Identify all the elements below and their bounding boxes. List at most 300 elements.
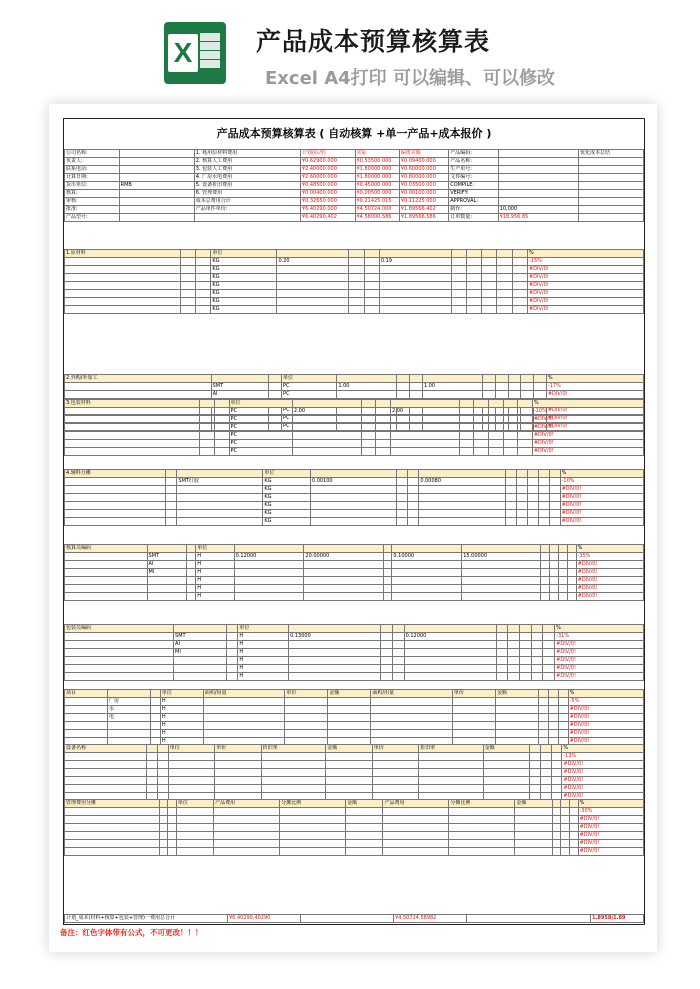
section-cell	[497, 282, 512, 290]
section-cell: #DIV/0!	[562, 777, 644, 785]
section-cell: 单价	[285, 690, 328, 698]
section-cell: H	[238, 673, 289, 681]
section-cell	[147, 753, 158, 761]
section-cell: SMT	[174, 633, 227, 641]
section-cell	[459, 400, 474, 408]
section-cell	[497, 266, 512, 274]
section-cell	[147, 769, 158, 777]
section-cell: KG	[211, 306, 277, 314]
section-cell	[168, 777, 215, 785]
section-cell	[527, 478, 538, 486]
info-cell	[119, 206, 194, 214]
section-cell	[310, 486, 397, 494]
section-cell	[512, 306, 527, 314]
section-cell	[361, 440, 376, 448]
section-cell	[166, 510, 177, 518]
section-cell	[404, 665, 496, 673]
section-cell	[361, 448, 376, 456]
section-cell: 单位	[211, 250, 277, 258]
info-cell: 产品编码:	[449, 150, 498, 158]
section-cell	[147, 585, 187, 593]
section-cell	[452, 706, 495, 714]
section-cell	[203, 698, 285, 706]
section-cell: %	[576, 545, 643, 553]
section-cell: #DIV/0!	[578, 832, 644, 840]
section-cell	[419, 518, 506, 526]
section-cell: 20.00000	[304, 553, 383, 561]
section-cell	[503, 400, 518, 408]
section-cell: -10%	[532, 408, 643, 416]
info-cell: ¥2.40000.000	[300, 166, 355, 174]
section-cell	[550, 577, 559, 585]
info-row	[65, 150, 644, 158]
info-cell: 货币单位:	[65, 182, 120, 190]
info-cell: 计划(标准)	[300, 150, 355, 158]
section-cell	[261, 769, 325, 777]
section-cell	[569, 808, 578, 816]
section-cell	[166, 502, 177, 510]
section-cell	[452, 698, 495, 706]
section-cell	[419, 486, 506, 494]
section-cell	[552, 800, 561, 808]
section-cell	[304, 593, 383, 601]
section-cell: 单位	[229, 400, 292, 408]
section-cell	[65, 561, 148, 569]
section-cell	[200, 424, 215, 432]
section-cell	[482, 258, 497, 266]
info-cell: 产品型号:	[65, 214, 120, 222]
section-cell	[508, 391, 521, 399]
section-cell	[277, 298, 349, 306]
section-cell	[408, 502, 419, 510]
section-cell	[65, 391, 212, 399]
info-cell	[119, 174, 194, 182]
section-cell	[541, 553, 550, 561]
section-cell	[543, 649, 555, 657]
section-cell	[285, 722, 328, 730]
section-cell	[419, 777, 483, 785]
section-cell	[203, 722, 285, 730]
section-cell	[196, 258, 211, 266]
info-cell: ¥0.48500.000	[300, 182, 355, 190]
section-cell	[383, 569, 392, 577]
section-cell	[392, 593, 462, 601]
section-cell: H	[160, 730, 203, 738]
section-cell	[304, 545, 383, 553]
section-cell	[65, 274, 181, 282]
section-cell	[549, 510, 560, 518]
info-cell: 审核:	[65, 198, 120, 206]
section-cell	[497, 298, 512, 306]
section-cell	[383, 585, 392, 593]
section-cell	[496, 665, 508, 673]
info-cell	[498, 150, 578, 158]
section-cell: 1.00	[337, 383, 397, 391]
section-cell	[558, 585, 567, 593]
section-cell	[474, 448, 489, 456]
section-cell	[534, 391, 547, 399]
section-cell	[561, 832, 570, 840]
section-cell: %	[568, 690, 643, 698]
info-cell: ¥6.40290,402	[300, 214, 355, 222]
section-cell: %	[546, 375, 643, 383]
section-cell	[261, 777, 325, 785]
cost-section	[64, 744, 644, 801]
section-cell	[474, 408, 489, 416]
section-cell	[540, 745, 551, 753]
info-cell: ¥0.45000.000	[355, 182, 399, 190]
section-cell	[203, 706, 285, 714]
section-cell	[364, 306, 379, 314]
section-cell	[304, 585, 383, 593]
section-cell	[361, 432, 376, 440]
section-cell: #DIV/0!	[532, 432, 643, 440]
section-cell	[549, 518, 560, 526]
section-cell	[379, 298, 451, 306]
section-cell	[543, 641, 555, 649]
section-cell: #DIV/0!	[555, 641, 644, 649]
section-cell	[495, 722, 538, 730]
section-cell	[531, 673, 543, 681]
section-cell	[419, 785, 483, 793]
section-cell	[379, 250, 451, 258]
section-cell: KG	[263, 502, 311, 510]
section-cell	[280, 832, 346, 840]
section-cell	[215, 769, 262, 777]
section-cell: H	[160, 738, 203, 746]
info-cell: ¥0.60000.000	[399, 166, 448, 174]
section-cell	[462, 577, 541, 585]
section-cell	[558, 706, 568, 714]
section-cell: 分摊比例	[280, 800, 346, 808]
section-cell	[211, 375, 269, 383]
section-cell	[419, 470, 506, 478]
info-cell: ¥0.21425.015	[355, 198, 399, 206]
section-cell	[349, 282, 364, 290]
section-cell	[558, 545, 567, 553]
section-cell	[505, 502, 516, 510]
section-cell	[558, 722, 568, 730]
section-cell	[419, 753, 483, 761]
section-cell	[177, 494, 263, 502]
section-cell	[551, 761, 562, 769]
section-cell	[176, 808, 213, 816]
section-cell	[543, 657, 555, 665]
section-cell	[567, 577, 576, 585]
section-cell	[516, 486, 527, 494]
section-cell: 2.00	[292, 408, 361, 416]
section-cell	[65, 698, 108, 706]
section-cell: #DIV/0!	[555, 665, 644, 673]
section-cell	[515, 832, 552, 840]
section-cell: #DIV/0!	[560, 486, 643, 494]
info-cell	[498, 198, 578, 206]
section-cell	[261, 753, 325, 761]
section-cell	[419, 769, 483, 777]
section-cell: 金额	[328, 690, 371, 698]
section-cell	[226, 665, 238, 673]
section-cell	[569, 832, 578, 840]
section-cell	[376, 408, 391, 416]
section-cell: #DIV/0!	[576, 577, 643, 585]
section-cell	[404, 657, 496, 665]
section-cell: SMT	[211, 383, 269, 391]
section-cell	[226, 633, 238, 641]
section-cell	[397, 478, 408, 486]
section-cell	[541, 577, 550, 585]
section-cell	[508, 665, 520, 673]
info-cell	[579, 206, 644, 214]
section-cell	[552, 808, 561, 816]
section-cell	[419, 761, 483, 769]
section-cell	[392, 633, 404, 641]
section-cell: 单位	[196, 545, 234, 553]
info-cell: APPROVAL:	[449, 198, 498, 206]
section-cell	[561, 800, 570, 808]
section-cell: %	[532, 400, 643, 408]
section-cell: -13%	[562, 753, 644, 761]
section-cell: 单价	[372, 745, 419, 753]
section-cell: #DIV/0!	[546, 415, 643, 423]
section-cell	[483, 785, 530, 793]
section-cell	[516, 470, 527, 478]
section-cell	[337, 375, 397, 383]
section-cell	[226, 673, 238, 681]
section-cell	[147, 777, 158, 785]
section-cell	[459, 424, 474, 432]
section-cell	[180, 290, 195, 298]
section-cell	[520, 633, 532, 641]
section-cell	[65, 649, 174, 657]
section-cell	[65, 730, 108, 738]
section-cell	[177, 470, 263, 478]
section-cell	[379, 290, 451, 298]
section-cell	[364, 298, 379, 306]
section-cell: 核算员编码	[65, 545, 148, 553]
section-cell: H	[196, 553, 234, 561]
section-cell: #DIV/0!	[532, 416, 643, 424]
section-cell	[408, 518, 419, 526]
section-cell	[392, 561, 462, 569]
section-cell	[422, 375, 482, 383]
section-cell	[159, 832, 168, 840]
excel-logo	[164, 22, 226, 84]
section-cell	[452, 730, 495, 738]
section-cell	[304, 577, 383, 585]
info-cell	[119, 190, 194, 198]
section-cell	[215, 753, 262, 761]
info-cell	[498, 158, 578, 166]
section-cell	[482, 274, 497, 282]
section-cell	[200, 432, 215, 440]
section-cell	[466, 290, 481, 298]
section-cell	[567, 593, 576, 601]
section-cell	[65, 816, 160, 824]
section-cell	[392, 673, 404, 681]
section-cell	[558, 553, 567, 561]
page-title: 产品成本预算核算表	[256, 27, 491, 56]
section-cell	[196, 274, 211, 282]
section-cell	[451, 306, 466, 314]
section-cell	[538, 478, 549, 486]
section-cell	[449, 816, 515, 824]
section-cell: 4.辅料分摊	[65, 470, 166, 478]
section-cell	[551, 769, 562, 777]
section-cell: #DIV/0!	[568, 730, 643, 738]
section-cell: H	[160, 698, 203, 706]
section-cell	[292, 400, 361, 408]
section-cell	[361, 416, 376, 424]
section-cell	[65, 673, 174, 681]
section-cell	[214, 832, 280, 840]
info-block	[64, 149, 644, 222]
section-cell: #DIV/0!	[527, 298, 643, 306]
section-cell	[150, 730, 160, 738]
section-cell	[527, 518, 538, 526]
section-cell: 厂房	[107, 698, 150, 706]
section-cell	[558, 561, 567, 569]
info-cell: 5. 设备折旧费用	[194, 182, 300, 190]
section-cell: #DIV/0!	[560, 502, 643, 510]
section-cell	[346, 816, 383, 824]
cost-section	[64, 399, 644, 456]
footer-label: 计划_成本(材料+核算+包装+管理)一费用总合计	[65, 915, 228, 923]
section-cell	[515, 824, 552, 832]
section-cell	[277, 266, 349, 274]
section-cell	[474, 432, 489, 440]
section-cell	[379, 266, 451, 274]
section-cell	[482, 298, 497, 306]
section-cell	[187, 569, 196, 577]
section-cell	[516, 502, 527, 510]
section-cell	[483, 769, 530, 777]
section-cell	[422, 391, 482, 399]
section-cell	[234, 569, 304, 577]
section-cell	[159, 800, 168, 808]
sheet-preview	[49, 104, 657, 952]
section-cell	[515, 840, 552, 848]
section-cell	[538, 494, 549, 502]
section-cell	[558, 730, 568, 738]
section-cell	[269, 391, 282, 399]
section-cell	[419, 502, 506, 510]
section-cell: MI	[174, 649, 227, 657]
section-cell	[376, 424, 391, 432]
cost-section	[64, 249, 644, 314]
section-cell	[474, 400, 489, 408]
section-cell	[521, 383, 534, 391]
section-cell	[180, 258, 195, 266]
section-cell	[516, 518, 527, 526]
section-cell	[390, 424, 459, 432]
section-cell	[410, 383, 423, 391]
section-cell	[541, 545, 550, 553]
info-cell	[119, 158, 194, 166]
section-cell	[516, 478, 527, 486]
section-cell: #DIV/0!	[578, 848, 644, 856]
section-cell	[538, 706, 548, 714]
info-cell: 实际	[355, 150, 399, 158]
section-cell	[234, 577, 304, 585]
section-cell	[326, 777, 373, 785]
section-cell: #DIV/0!	[576, 561, 643, 569]
section-cell	[326, 769, 373, 777]
section-cell	[371, 730, 453, 738]
section-cell	[65, 585, 148, 593]
section-cell	[168, 753, 215, 761]
section-cell	[459, 440, 474, 448]
info-cell	[119, 198, 194, 206]
section-cell: #DIV/0!	[546, 391, 643, 399]
info-cell: 优化成本总结	[579, 150, 644, 158]
section-cell	[483, 753, 530, 761]
section-cell	[65, 518, 166, 526]
section-cell	[518, 440, 533, 448]
section-cell: 金额	[483, 745, 530, 753]
section-cell	[508, 641, 520, 649]
section-cell	[159, 848, 168, 856]
info-row	[65, 174, 644, 182]
section-cell	[65, 808, 160, 816]
section-cell	[371, 706, 453, 714]
section-cell	[381, 625, 393, 633]
section-cell	[277, 290, 349, 298]
section-cell	[419, 510, 506, 518]
section-cell	[214, 824, 280, 832]
section-cell	[543, 673, 555, 681]
section-cell	[65, 502, 166, 510]
section-cell: PC	[229, 448, 292, 456]
section-cell	[538, 714, 548, 722]
section-cell	[451, 290, 466, 298]
section-cell: AI	[147, 561, 187, 569]
section-cell	[280, 816, 346, 824]
section-cell	[531, 641, 543, 649]
section-cell	[364, 250, 379, 258]
section-cell	[310, 470, 397, 478]
section-cell	[361, 400, 376, 408]
section-cell	[496, 673, 508, 681]
section-cell	[226, 625, 238, 633]
section-cell	[390, 448, 459, 456]
section-cell: PC	[229, 424, 292, 432]
section-cell	[65, 593, 148, 601]
section-cell	[459, 408, 474, 416]
section-cell	[65, 706, 108, 714]
section-cell	[168, 832, 177, 840]
section-cell: H	[196, 577, 234, 585]
section-cell: #DIV/0!	[546, 423, 643, 431]
section-cell	[408, 494, 419, 502]
info-cell: ¥1.89566.402	[399, 206, 448, 214]
cost-section	[64, 624, 644, 681]
section-cell	[538, 690, 548, 698]
section-cell: 管理费用分摊	[65, 800, 160, 808]
section-cell: 2.外购/外加工	[65, 375, 212, 383]
section-cell	[449, 848, 515, 856]
section-cell	[158, 777, 169, 785]
info-cell: 偏离差额	[399, 150, 448, 158]
section-cell	[552, 816, 561, 824]
section-cell	[543, 633, 555, 641]
section-cell	[397, 470, 408, 478]
section-cell	[371, 714, 453, 722]
section-cell	[176, 848, 213, 856]
section-cell	[65, 761, 147, 769]
section-cell	[285, 730, 328, 738]
section-cell	[277, 274, 349, 282]
section-cell	[466, 274, 481, 282]
